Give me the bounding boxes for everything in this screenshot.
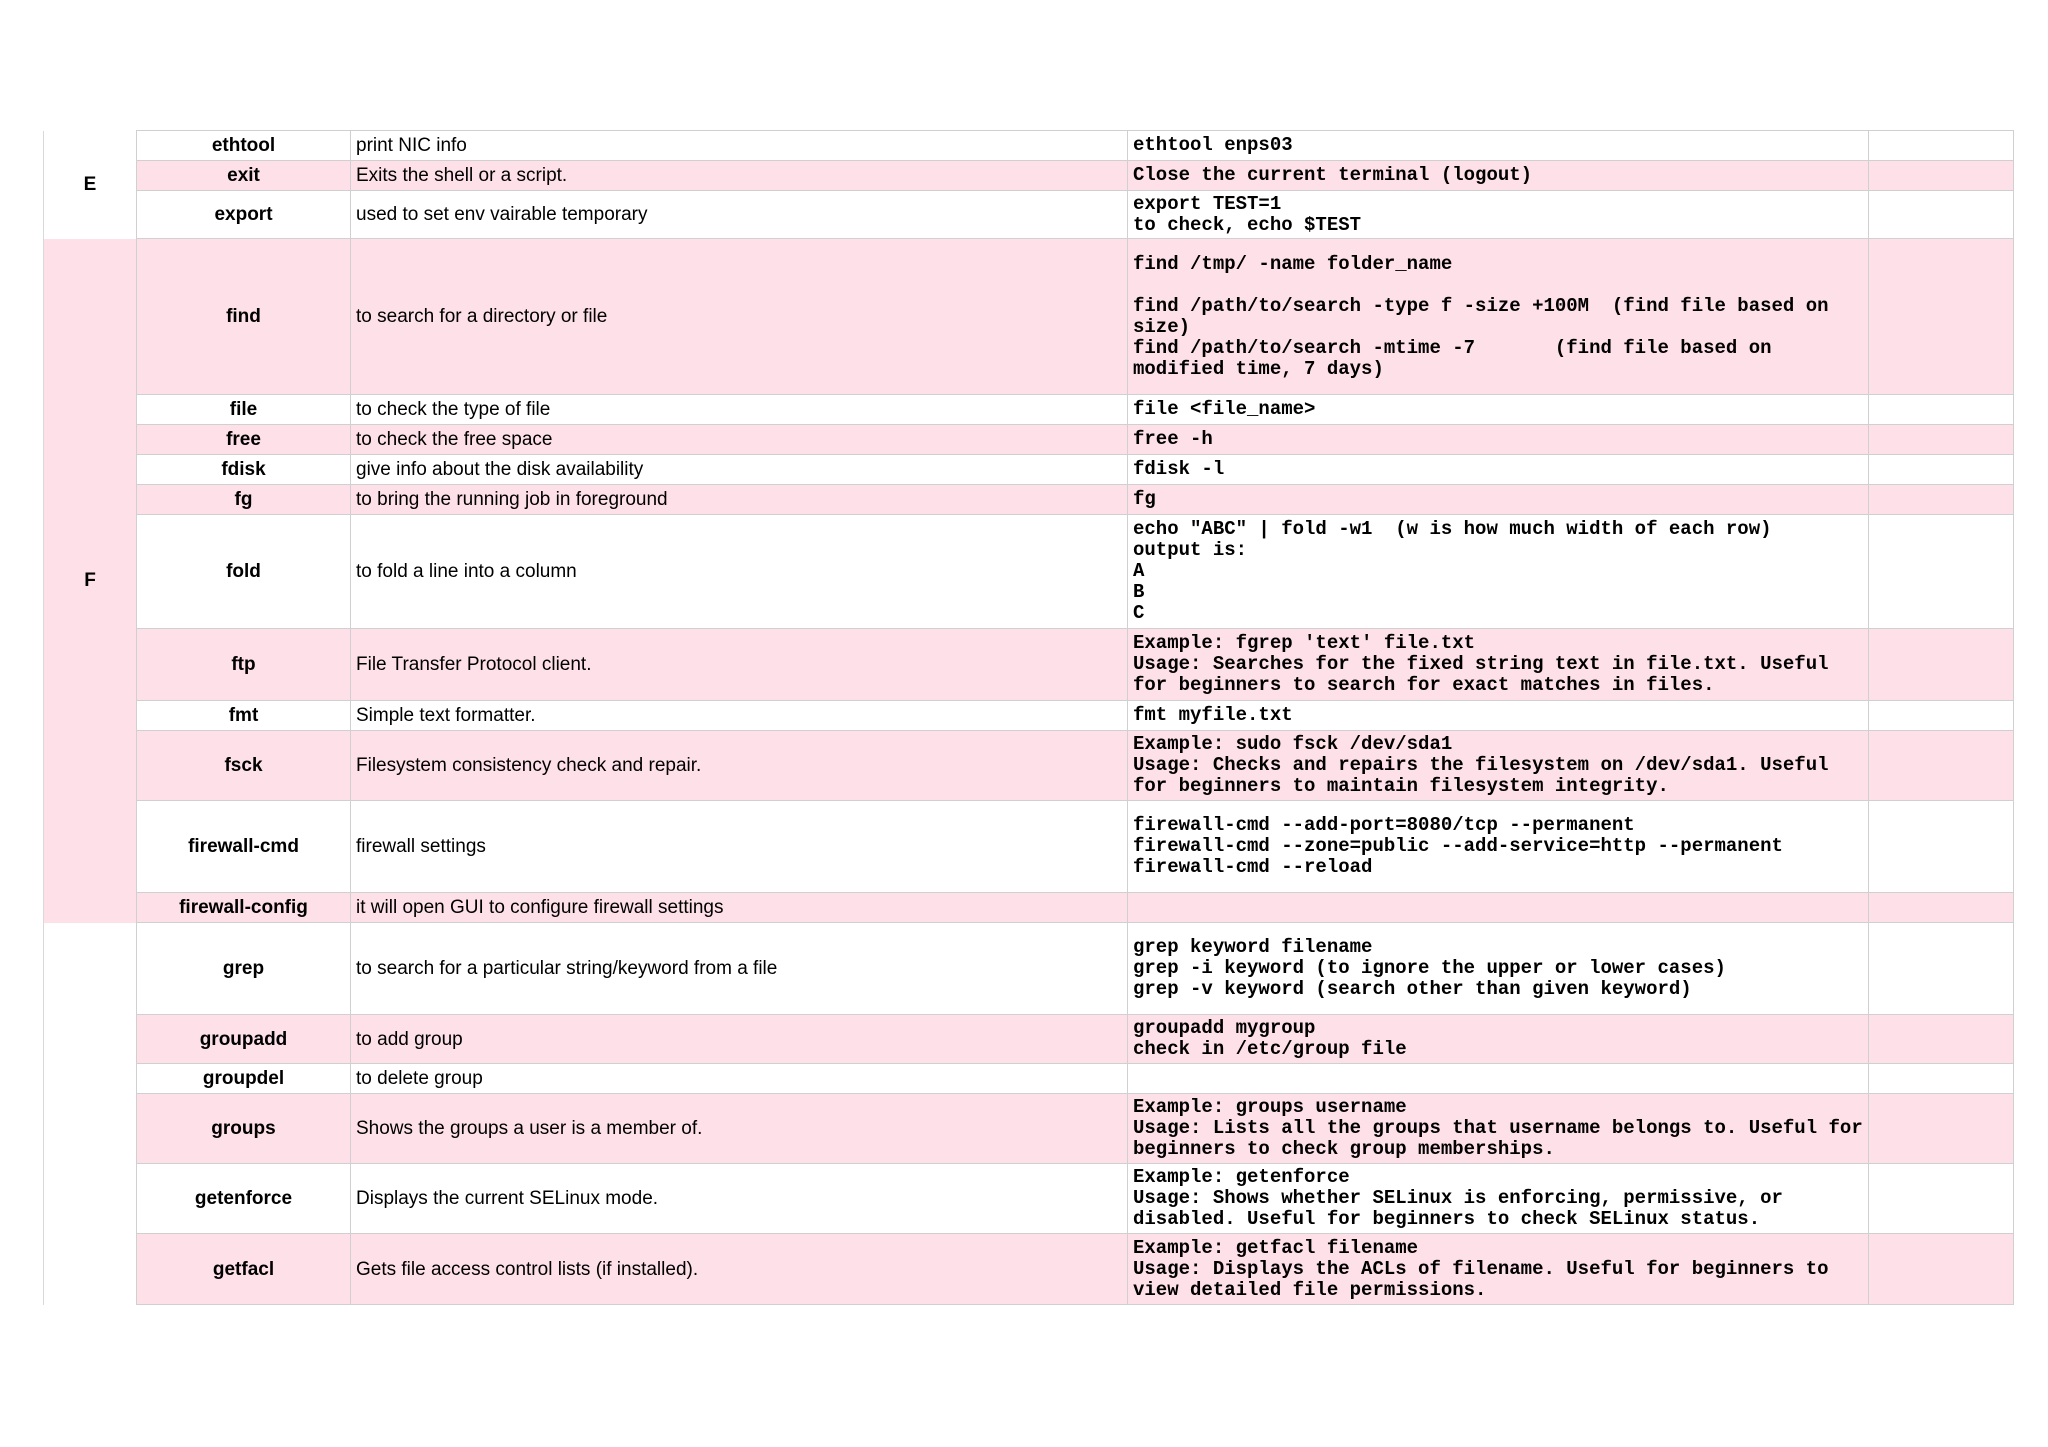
command-name: fdisk [137, 455, 351, 485]
command-example: Example: fgrep 'text' file.txt Usage: Searches for the fixed string text in file.txt. Useful for beginners to search for exact matches in files. [1128, 629, 1869, 701]
notes-cell [1868, 131, 2013, 161]
command-description: to check the type of file [351, 395, 1128, 425]
command-name: ethtool [137, 131, 351, 161]
table-row [44, 515, 2014, 629]
command-description: print NIC info [351, 131, 1128, 161]
group-letter: F [84, 570, 96, 591]
table-body [44, 131, 2014, 1305]
command-name: fsck [137, 731, 351, 801]
notes-cell [1868, 923, 2013, 1015]
command-example: grep keyword filename grep -i keyword (to ignore the upper or lower cases) grep -v keyword (search other than given keyword) [1128, 923, 1869, 1015]
notes-cell [1868, 629, 2013, 701]
command-example: Example: groups username Usage: Lists all the groups that username belongs to. Useful for beginners to check group memberships. [1128, 1094, 1869, 1164]
command-example [1128, 1064, 1869, 1094]
notes-cell [1868, 455, 2013, 485]
command-name: fmt [137, 701, 351, 731]
table-row [44, 425, 2014, 455]
table-row [44, 923, 2014, 1015]
command-name: grep [137, 923, 351, 1015]
group-letter: E [83, 174, 97, 195]
table-row [44, 395, 2014, 425]
command-name: firewall-config [137, 893, 351, 923]
command-example: free -h [1128, 425, 1869, 455]
command-name: fold [137, 515, 351, 629]
command-name: fg [137, 485, 351, 515]
command-name: export [137, 191, 351, 239]
command-description: to check the free space [351, 425, 1128, 455]
command-example: fmt myfile.txt [1128, 701, 1869, 731]
command-name: ftp [137, 629, 351, 701]
table-row [44, 191, 2014, 239]
command-name: getfacl [137, 1234, 351, 1305]
command-description: Displays the current SELinux mode. [351, 1164, 1128, 1234]
command-description: used to set env vairable temporary [351, 191, 1128, 239]
command-description: Simple text formatter. [351, 701, 1128, 731]
command-example: echo "ABC" | fold -w1 (w is how much width of each row) output is: A B C [1128, 515, 1869, 629]
command-description: Gets file access control lists (if installed). [351, 1234, 1128, 1305]
notes-cell [1868, 191, 2013, 239]
table-row [44, 801, 2014, 893]
command-description: File Transfer Protocol client. [351, 629, 1128, 701]
command-example: export TEST=1 to check, echo $TEST [1128, 191, 1869, 239]
command-example [1128, 893, 1869, 923]
command-example: fdisk -l [1128, 455, 1869, 485]
command-description: give info about the disk availability [351, 455, 1128, 485]
command-name: firewall-cmd [137, 801, 351, 893]
command-example: ethtool enps03 [1128, 131, 1869, 161]
command-name: exit [137, 161, 351, 191]
command-name: groupadd [137, 1015, 351, 1064]
command-name: file [137, 395, 351, 425]
table-row [44, 629, 2014, 701]
notes-cell [1868, 515, 2013, 629]
notes-cell [1868, 485, 2013, 515]
group-letter-cell [44, 239, 137, 923]
notes-cell [1868, 1234, 2013, 1305]
table-row [44, 893, 2014, 923]
command-name: free [137, 425, 351, 455]
command-reference-table [43, 130, 2014, 1305]
command-example: fg [1128, 485, 1869, 515]
notes-cell [1868, 731, 2013, 801]
command-description: to bring the running job in foreground [351, 485, 1128, 515]
group-letter-cell [44, 923, 137, 1305]
command-name: groups [137, 1094, 351, 1164]
command-example: file <file_name> [1128, 395, 1869, 425]
command-description: to search for a directory or file [351, 239, 1128, 395]
notes-cell [1868, 701, 2013, 731]
notes-cell [1868, 1164, 2013, 1234]
notes-cell [1868, 425, 2013, 455]
command-description: to add group [351, 1015, 1128, 1064]
notes-cell [1868, 893, 2013, 923]
table-row [44, 731, 2014, 801]
table-row [44, 131, 2014, 161]
table-row [44, 161, 2014, 191]
command-description: it will open GUI to configure firewall settings [351, 893, 1128, 923]
group-letter-cell [44, 131, 137, 239]
table-row [44, 701, 2014, 731]
command-name: getenforce [137, 1164, 351, 1234]
notes-cell [1868, 1015, 2013, 1064]
table-row [44, 1064, 2014, 1094]
command-example: Example: getenforce Usage: Shows whether SELinux is enforcing, permissive, or disabled. Useful for beginners to check SELinux status. [1128, 1164, 1869, 1234]
command-example: find /tmp/ -name folder_name find /path/to/search -type f -size +100M (find file based on size) find /path/to/search -mtime -7 (find file based on modified time, 7 days) [1128, 239, 1869, 395]
command-description: Exits the shell or a script. [351, 161, 1128, 191]
command-example: groupadd mygroup check in /etc/group file [1128, 1015, 1869, 1064]
command-example: firewall-cmd --add-port=8080/tcp --permanent firewall-cmd --zone=public --add-service=http --permanent firewall-cmd --reload [1128, 801, 1869, 893]
notes-cell [1868, 161, 2013, 191]
table-row [44, 1015, 2014, 1064]
command-description: to delete group [351, 1064, 1128, 1094]
table-row [44, 1234, 2014, 1305]
table-row [44, 1094, 2014, 1164]
table-row [44, 1164, 2014, 1234]
notes-cell [1868, 239, 2013, 395]
notes-cell [1868, 395, 2013, 425]
command-description: Shows the groups a user is a member of. [351, 1094, 1128, 1164]
command-example: Example: sudo fsck /dev/sda1 Usage: Checks and repairs the filesystem on /dev/sda1. Useful for beginners to maintain filesystem integrity. [1128, 731, 1869, 801]
command-description: to fold a line into a column [351, 515, 1128, 629]
command-example: Example: getfacl filename Usage: Displays the ACLs of filename. Useful for beginners to view detailed file permissions. [1128, 1234, 1869, 1305]
command-description: to search for a particular string/keyword from a file [351, 923, 1128, 1015]
command-description: Filesystem consistency check and repair. [351, 731, 1128, 801]
table-row [44, 239, 2014, 395]
notes-cell [1868, 1064, 2013, 1094]
command-name: find [137, 239, 351, 395]
command-description: firewall settings [351, 801, 1128, 893]
notes-cell [1868, 801, 2013, 893]
table-row [44, 455, 2014, 485]
table-row [44, 485, 2014, 515]
notes-cell [1868, 1094, 2013, 1164]
command-example: Close the current terminal (logout) [1128, 161, 1869, 191]
command-name: groupdel [137, 1064, 351, 1094]
